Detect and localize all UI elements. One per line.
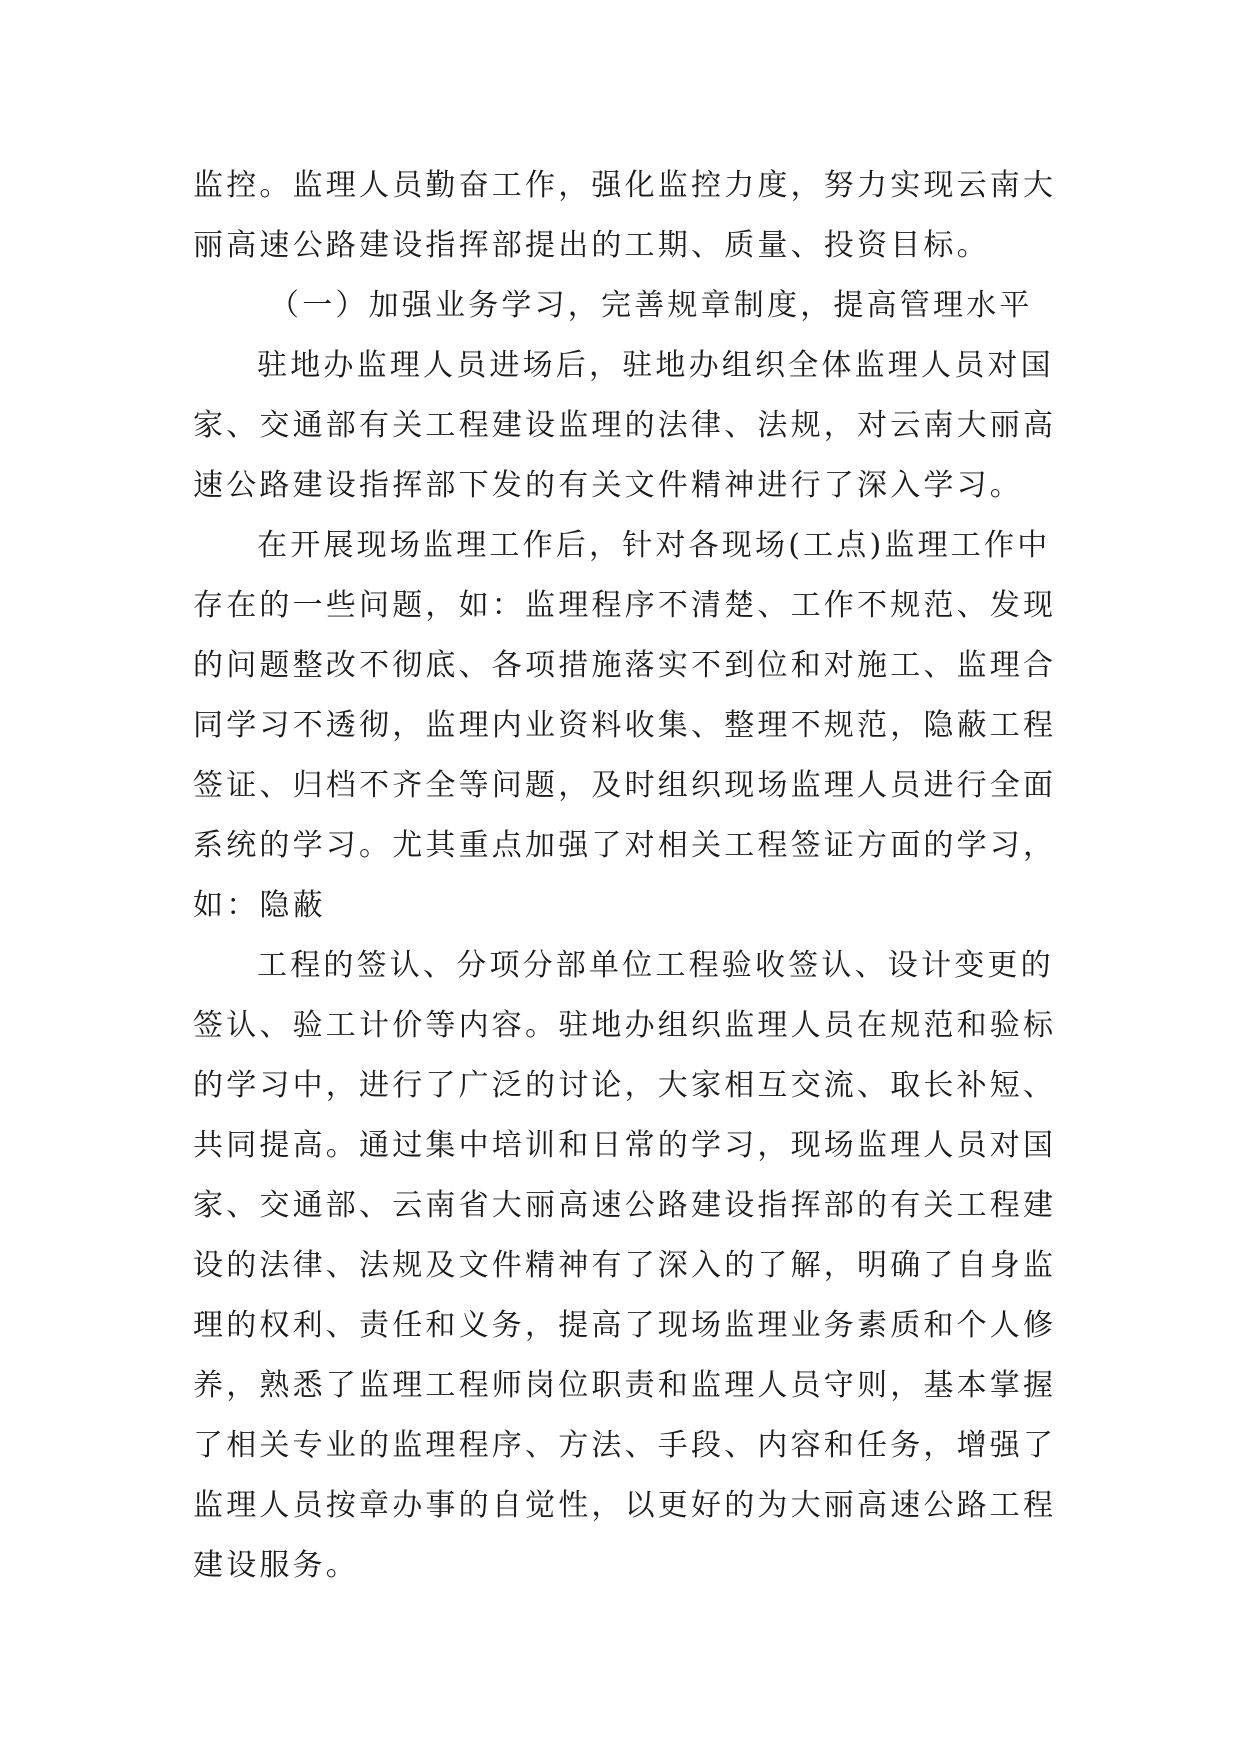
paragraph-first-line: 工程的签认、分项分部单位工程验收签认、设计变更的 [257,948,1054,983]
text-line: 速公路建设指挥部下发的有关文件精神进行了深入学习。 [193,468,1023,503]
text-line: 系统的学习。尤其重点加强了对相关工程签证方面的学习， [193,828,1057,863]
text-line: 同学习不透彻，监理内业资料收集、整理不规范，隐蔽工程 [193,708,1057,743]
text-line: 建设服务。 [193,1548,359,1583]
text-line: 养，熟悉了监理工程师岗位职责和监理人员守则，基本掌握 [193,1368,1057,1403]
text-line: 签认、验工计价等内容。驻地办组织监理人员在规范和验标 [193,1008,1057,1043]
text-line: 的问题整改不彻底、各项措施落实不到位和对施工、监理合 [193,648,1057,683]
text-line: 监控。监理人员勤奋工作，强化监控力度，努力实现云南大 [193,168,1057,203]
text-line: 如：隐蔽 [193,888,326,923]
text-line: 监理人员按章办事的自觉性，以更好的为大丽高速公路工程 [193,1488,1057,1523]
text-line: 理的权利、责任和义务，提高了现场监理业务素质和个人修 [193,1308,1057,1343]
text-line: 家、交通部、云南省大丽高速公路建设指挥部的有关工程建 [193,1188,1057,1223]
text-line: 共同提高。通过集中培训和日常的学习，现场监理人员对国 [193,1128,1057,1163]
section-heading: （一）加强业务学习，完善规章制度，提高管理水平 [269,288,1033,323]
paragraph-first-line: 驻地办监理人员进场后，驻地办组织全体监理人员对国 [257,348,1054,383]
text-line: 签证、归档不齐全等问题，及时组织现场监理人员进行全面 [193,768,1057,803]
text-line: 丽高速公路建设指挥部提出的工期、质量、投资目标。 [193,228,990,263]
document-body [193,156,1057,1596]
text-line: 了相关专业的监理程序、方法、手段、内容和任务，增强了 [193,1428,1057,1463]
text-line: 的学习中，进行了广泛的讨论，大家相互交流、取长补短、 [193,1068,1057,1103]
paragraph-first-line: 在开展现场监理工作后，针对各现场(工点)监理工作中 [257,528,1051,563]
text-line: 设的法律、法规及文件精神有了深入的了解，明确了自身监 [193,1248,1057,1283]
text-line: 家、交通部有关工程建设监理的法律、法规，对云南大丽高 [193,408,1057,443]
text-line: 存在的一些问题，如：监理程序不清楚、工作不规范、发现 [193,588,1057,623]
